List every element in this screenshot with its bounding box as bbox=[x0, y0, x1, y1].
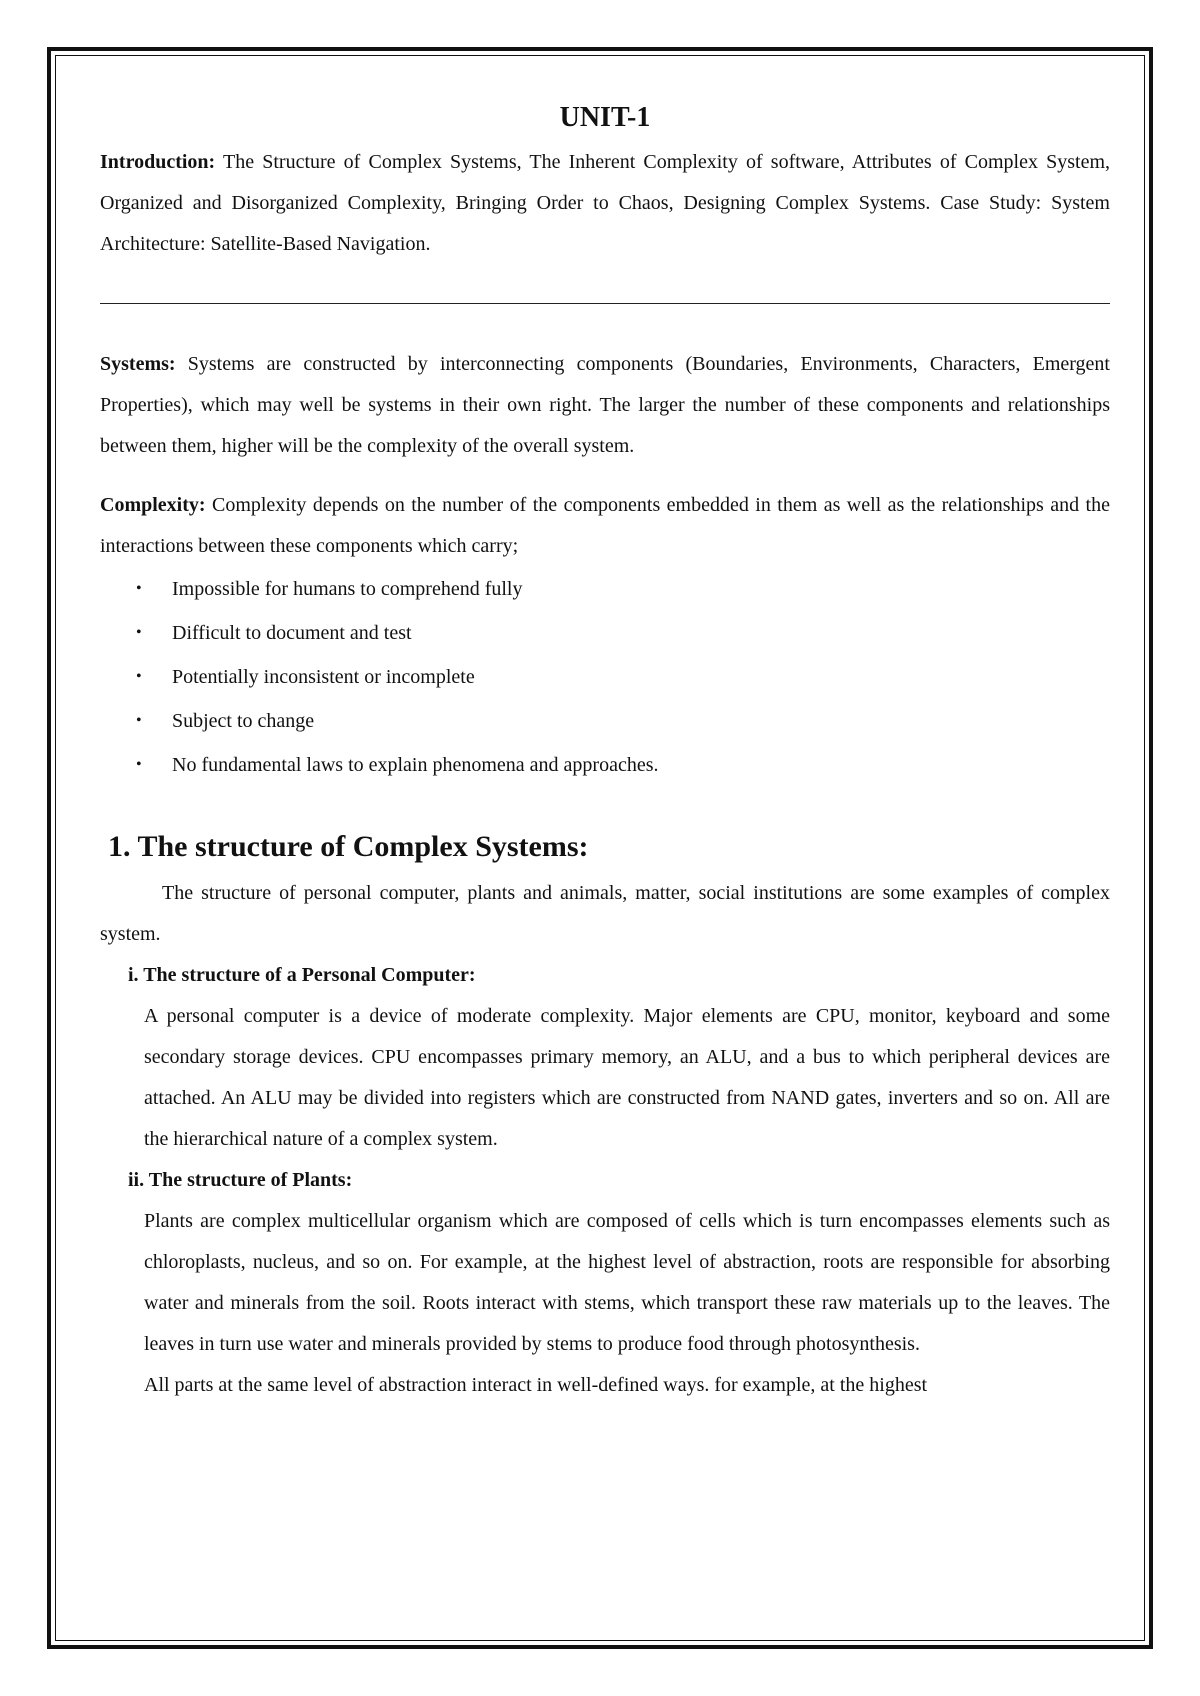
introduction-text: The Structure of Complex Systems, The Inherent Complexity of software, Attributes of Complex System, Organized and Disorganized Complexity, Bringing Order to Chaos, Designing Complex Systems. Case Study: System Architecture: Satellite-Based Navigation. bbox=[100, 151, 1110, 255]
section-heading: 1. The structure of Complex Systems: bbox=[108, 830, 589, 863]
introduction-paragraph bbox=[100, 142, 1110, 265]
systems-label: Systems: bbox=[100, 353, 176, 375]
complexity-paragraph bbox=[100, 485, 1110, 567]
plants-paragraph: Plants are complex multicellular organism which are composed of cells which is turn encompasses elements such as chloroplasts, nucleus, and so on. For example, at the highest level of abstraction, roots are responsible for absorbing water and minerals from the soil. Roots interact with stems, which transport these raw materials up to the leaves. The leaves in turn use water and minerals provided by stems to produce food through photosynthesis. bbox=[144, 1210, 1110, 1355]
personal-computer-paragraph: A personal computer is a device of moderate complexity. Major elements are CPU, monitor, keyboard and some secondary storage devices. CPU encompasses primary memory, an ALU, and a bus to which peripheral devices are attached. An ALU may be divided into registers which are constructed from NAND gates, inverters and so on. All are the hierarchical nature of a complex system. bbox=[144, 1005, 1110, 1150]
complexity-bullet-list bbox=[100, 567, 1110, 787]
systems-paragraph bbox=[100, 344, 1110, 467]
list-item: • Impossible for humans to comprehend fully bbox=[172, 567, 1110, 611]
list-item: • Potentially inconsistent or incomplete bbox=[172, 655, 1110, 699]
systems-text: Systems are constructed by interconnecting components (Boundaries, Environments, Characters, Emergent Properties), which may well be systems in their own right. The larger the number of these components and relationships between them, higher will be the complexity of the overall system. bbox=[100, 353, 1110, 457]
complexity-label: Complexity: bbox=[100, 494, 206, 516]
list-item: • Subject to change bbox=[172, 699, 1110, 743]
list-item: • Difficult to document and test bbox=[172, 611, 1110, 655]
plants-paragraph-continued: All parts at the same level of abstraction interact in well-defined ways. for example, at the highest bbox=[144, 1374, 928, 1396]
document-body bbox=[100, 96, 1110, 1406]
introduction-label: Introduction: bbox=[100, 151, 216, 173]
horizontal-rule bbox=[100, 303, 1110, 304]
complexity-text: Complexity depends on the number of the components embedded in them as well as the relationships and the interactions between these components which carry; bbox=[100, 494, 1110, 557]
section-intro-paragraph: The structure of personal computer, plants and animals, matter, social institutions are some examples of complex system. bbox=[100, 882, 1110, 945]
list-item: • No fundamental laws to explain phenomena and approaches. bbox=[172, 743, 1110, 787]
unit-title: UNIT-1 bbox=[559, 102, 651, 133]
subsection-heading-plants: ii. The structure of Plants: bbox=[128, 1169, 353, 1191]
subsection-heading-personal-computer: i. The structure of a Personal Computer: bbox=[128, 964, 476, 986]
